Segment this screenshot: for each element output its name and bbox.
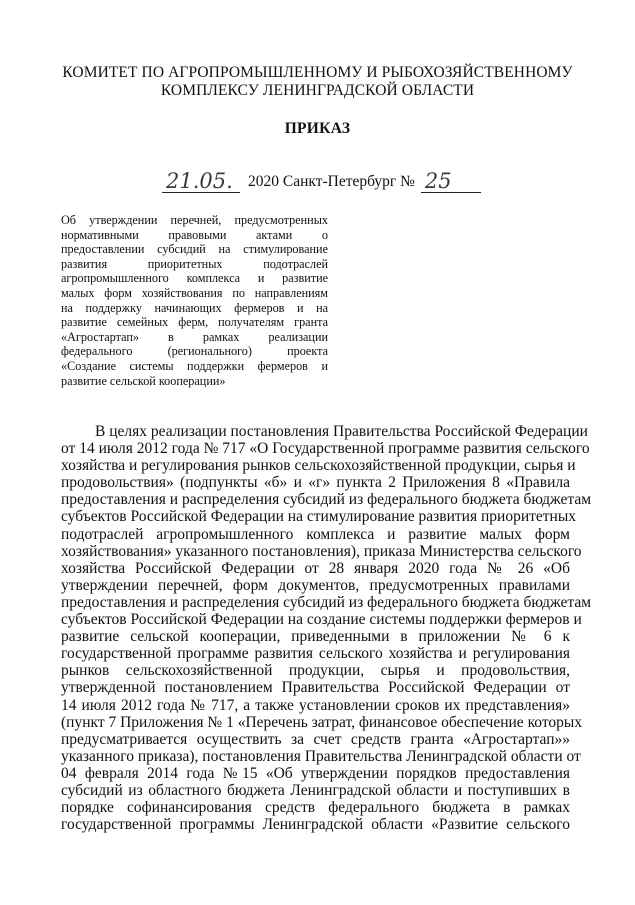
body-line: порядке софинансирования средств федерального бюджета в рамках <box>61 799 570 817</box>
body-line: продовольствия» (подпункты «б» и «г» пункта 2 Приложения 8 «Правила <box>61 474 570 492</box>
handwritten-order-number: 25 <box>421 170 481 193</box>
body-line: предусматривается осуществить за счет средств гранта «Агростартап»» <box>61 730 570 748</box>
body-line: государственной программы Ленинградской области «Развитие сельского <box>61 816 570 834</box>
subject-line: Об утверждении перечней, предусмотренных <box>61 213 328 227</box>
body-line: подотраслей агропромышленного комплекса и развитие малых форм <box>61 525 570 543</box>
body-line: (пункт 7 Приложения № 1 «Перечень затрат, финансовое обеспечение которых <box>61 713 583 731</box>
body-line: указанного приказа), постановления Правительства Ленинградской области от <box>61 747 581 765</box>
body-line: развитие сельской кооперации, приведенными в приложении № 6 к <box>61 628 570 646</box>
subject-line: развития приоритетных подотраслей <box>61 256 328 271</box>
order-subject <box>61 213 328 388</box>
body-line: утверждении перечней, форм документов, предусмотренных правилами <box>61 576 570 594</box>
body-line: предоставления и распределения субсидий из федерального бюджета бюджетам <box>61 593 592 611</box>
body-line: от 14 июля 2012 года № 717 «О Государственной программе развития сельского <box>61 440 590 458</box>
subject-line: нормативными правовыми актами о <box>61 227 328 242</box>
body-line: рынков сельскохозяйственной продукции, сырья и продовольствия, <box>61 662 570 680</box>
date-number-line <box>162 170 481 193</box>
order-body <box>61 423 592 834</box>
body-line: 04 февраля 2014 года №15 «Об утверждении порядков предоставления <box>61 764 570 782</box>
body-line: предоставления и распределения субсидий из федерального бюджета бюджетам <box>61 491 592 509</box>
subject-line: развитие сельской кооперации» <box>61 373 226 388</box>
issuer-header <box>40 64 595 100</box>
issuer-header-line-2: КОМПЛЕКСУ ЛЕНИНГРАДСКОЙ ОБЛАСТИ <box>160 82 475 99</box>
subject-line: малых форм хозяйствования по направлениям <box>61 285 328 300</box>
body-line: В целях реализации постановления Правительства Российской Федерации <box>95 423 588 440</box>
handwritten-date: 21.05. <box>162 170 240 193</box>
subject-line: федерального (регионального) проекта <box>61 344 328 359</box>
body-line: хозяйствования» указанного постановления), приказа Министерства сельского <box>61 542 582 560</box>
body-line: субсидий из областного бюджета Ленинградской области и поступивших в <box>61 781 570 799</box>
subject-line: «Создание системы поддержки фермеров и <box>61 358 328 373</box>
issuer-header-line-1: КОМИТЕТ ПО АГРОПРОМЫШЛЕННОМУ И РЫБОХОЗЯЙСТВЕННОМУ <box>62 64 573 81</box>
body-line: утвержденной постановлением Правительства Российской Федерации от <box>61 679 570 697</box>
subject-line: агропромышленного комплекса и развитие <box>61 271 328 286</box>
order-title: ПРИКАЗ <box>284 120 351 137</box>
subject-line: на поддержку начинающих фермеров и на <box>61 300 328 315</box>
year-city-label: 2020 Санкт-Петербург № <box>248 173 415 190</box>
body-line: хозяйства Российской Федерации от 28 января 2020 года № 26 «Об <box>61 559 570 577</box>
body-line: хозяйства и регулирования рынков сельскохозяйственной продукции, сырья и <box>61 457 576 475</box>
subject-line: предоставлении субсидий на стимулирование <box>61 242 328 257</box>
body-line: субъектов Российской Федерации на создание системы поддержки фермеров и <box>61 611 582 629</box>
body-line: государственной программе развития сельского хозяйства и регулирования <box>61 645 570 663</box>
subject-line: «Агростартап» в рамках реализации <box>61 329 328 344</box>
body-line: 14 июля 2012 года № 717, а также установлении сроков их представления» <box>61 696 570 714</box>
body-line: субъектов Российской Федерации на стимулирование развития приоритетных <box>61 508 576 526</box>
subject-line: развитие семейных ферм, получателям гранта <box>61 315 328 330</box>
